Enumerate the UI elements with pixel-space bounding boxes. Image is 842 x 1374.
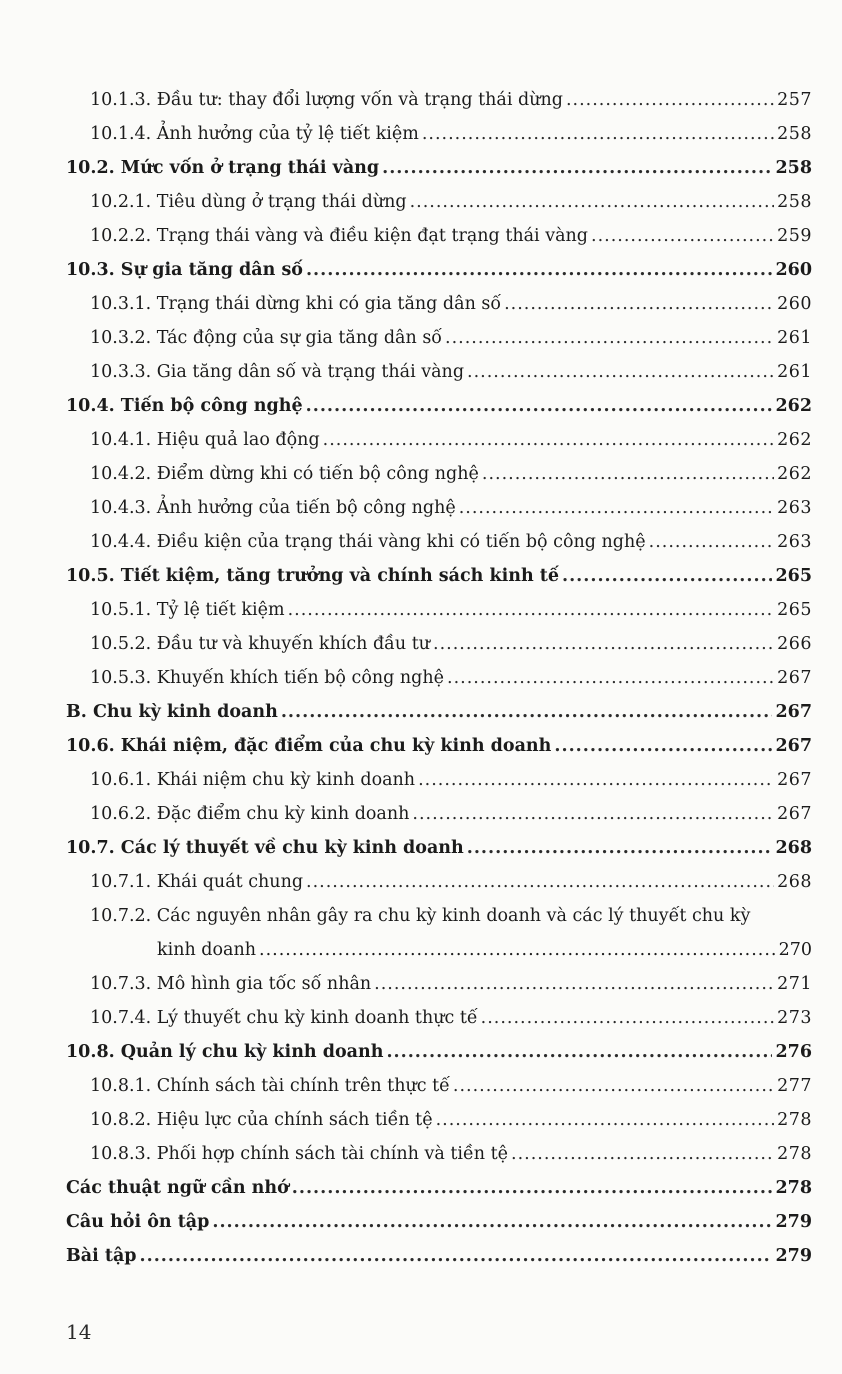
toc-entry-main <box>66 1035 812 1069</box>
toc-entry-title: Bài tập <box>66 1246 137 1266</box>
leader-dots <box>467 831 773 865</box>
toc-entry-page: 278 <box>777 1144 812 1164</box>
toc-entry-sub <box>66 763 812 797</box>
leader-dots <box>212 1205 772 1239</box>
toc-entry-page: 258 <box>775 158 812 178</box>
toc-entry-page: 273 <box>777 1008 812 1028</box>
toc-entry-sub <box>66 797 812 831</box>
toc-entry-sub <box>66 1103 812 1137</box>
toc-entry-title: 10.5.3. Khuyến khích tiến bộ công nghệ <box>90 668 444 688</box>
leader-dots <box>591 219 774 253</box>
toc-entry-title: 10.1.3. Đầu tư: thay đổi lượng vốn và trạng thái dừng <box>90 90 563 110</box>
toc-entry-main <box>66 253 812 287</box>
toc-entry-sub <box>66 865 812 899</box>
page-number: 14 <box>66 1320 92 1344</box>
leader-dots <box>288 593 775 627</box>
toc-entry-sub <box>66 219 812 253</box>
toc-entry-main <box>66 831 812 865</box>
toc-entry-page: 258 <box>777 124 812 144</box>
toc-entry-page: 270 <box>778 940 812 960</box>
toc-entry-sub <box>66 83 812 117</box>
toc-entry-page: 259 <box>777 226 812 246</box>
leader-dots <box>140 1239 773 1273</box>
toc-entry-title: 10.6.2. Đặc điểm chu kỳ kinh doanh <box>90 804 410 824</box>
toc-entry-page: 277 <box>777 1076 812 1096</box>
toc-entry-title-continued: kinh doanh <box>157 940 257 960</box>
toc-entry-sub <box>66 525 812 559</box>
toc-entry-title: Câu hỏi ôn tập <box>66 1212 210 1232</box>
toc-entry-page: 278 <box>775 1178 812 1198</box>
toc-entry-title: 10.5.1. Tỷ lệ tiết kiệm <box>90 600 285 620</box>
toc-entry-continuation <box>90 933 812 967</box>
toc-entry-sub <box>66 1001 812 1035</box>
toc-entry-sub <box>66 1069 812 1103</box>
toc-entry-title: 10.4.4. Điều kiện của trạng thái vàng khi có tiến bộ công nghệ <box>90 532 646 552</box>
toc-entry-title: 10.3. Sự gia tăng dân số <box>66 260 303 280</box>
toc-entry-title: 10.4.1. Hiệu quả lao động <box>90 430 320 450</box>
toc-entry-title: 10.8. Quản lý chu kỳ kinh doanh <box>66 1042 384 1062</box>
toc-entry-page: 268 <box>775 838 812 858</box>
toc-entry-page: 262 <box>777 464 812 484</box>
leader-dots <box>281 695 773 729</box>
leader-dots <box>649 525 774 559</box>
leader-dots <box>445 321 774 355</box>
toc-entry-sub <box>66 423 812 457</box>
toc-entry-sub <box>66 1137 812 1171</box>
toc-entry-main <box>66 695 812 729</box>
toc-entry-title: 10.7.3. Mô hình gia tốc số nhân <box>90 974 372 994</box>
toc-entry-page: 279 <box>775 1246 812 1266</box>
toc-entry-title: 10.6. Khái niệm, đặc điểm của chu kỳ kinh doanh <box>66 736 552 756</box>
toc-entry-page: 266 <box>777 634 812 654</box>
toc-entry-page: 257 <box>777 90 812 110</box>
toc-entry-title: 10.5. Tiết kiệm, tăng trưởng và chính sách kinh tế <box>66 566 559 586</box>
toc-entry-title: 10.7.1. Khái quát chung <box>90 872 304 892</box>
leader-dots <box>511 1137 774 1171</box>
leader-dots <box>453 1069 774 1103</box>
toc-entry-title: 10.8.3. Phối hợp chính sách tài chính và tiền tệ <box>90 1144 508 1164</box>
table-of-contents <box>66 83 812 1273</box>
leader-dots <box>504 287 774 321</box>
toc-entry-page: 260 <box>777 294 812 314</box>
leader-dots <box>447 661 774 695</box>
toc-entry-page: 260 <box>775 260 812 280</box>
toc-entry-title: 10.4.2. Điểm dừng khi có tiến bộ công nghệ <box>90 464 479 484</box>
toc-entry-sub <box>66 899 812 967</box>
leader-dots <box>418 763 774 797</box>
toc-entry-page: 261 <box>777 328 812 348</box>
toc-entry-title: 10.5.2. Đầu tư và khuyến khích đầu tư <box>90 634 431 654</box>
leader-dots <box>436 1103 775 1137</box>
toc-entry-title: 10.6.1. Khái niệm chu kỳ kinh doanh <box>90 770 416 790</box>
toc-entry-title: 10.3.2. Tác động của sự gia tăng dân số <box>90 328 443 348</box>
toc-entry-page: 267 <box>777 668 812 688</box>
toc-entry-page: 267 <box>775 702 812 722</box>
toc-entry-sub <box>66 185 812 219</box>
toc-entry-title: 10.8.1. Chính sách tài chính trên thực tế <box>90 1076 450 1096</box>
leader-dots <box>482 457 774 491</box>
toc-entry-sub <box>66 661 812 695</box>
leader-dots <box>374 967 774 1001</box>
leader-dots <box>412 797 774 831</box>
toc-entry-title: 10.7.2. Các nguyên nhân gây ra chu kỳ kinh doanh và các lý thuyết chu kỳ <box>90 906 751 926</box>
leader-dots <box>410 185 775 219</box>
toc-entry-title: 10.1.4. Ảnh hưởng của tỷ lệ tiết kiệm <box>90 124 419 144</box>
toc-entry-title: B. Chu kỳ kinh doanh <box>66 702 278 722</box>
leader-dots <box>433 627 774 661</box>
toc-entry-page: 263 <box>777 498 812 518</box>
toc-entry-page: 276 <box>775 1042 812 1062</box>
toc-entry-page: 267 <box>775 736 812 756</box>
toc-entry-page: 279 <box>775 1212 812 1232</box>
leader-dots <box>306 389 773 423</box>
toc-entry-page: 258 <box>777 192 812 212</box>
leader-dots <box>422 117 774 151</box>
leader-dots <box>323 423 774 457</box>
toc-entry-title: 10.4.3. Ảnh hưởng của tiến bộ công nghệ <box>90 498 456 518</box>
toc-entry-page: 267 <box>777 770 812 790</box>
toc-entry-main <box>66 389 812 423</box>
leader-dots <box>306 865 774 899</box>
toc-entry-main <box>66 151 812 185</box>
toc-entry-sub <box>66 491 812 525</box>
toc-entry-title: 10.7. Các lý thuyết về chu kỳ kinh doanh <box>66 838 464 858</box>
toc-entry-sub <box>66 321 812 355</box>
toc-entry-page: 265 <box>777 600 812 620</box>
toc-entry-title: 10.2.1. Tiêu dùng ở trạng thái dừng <box>90 192 407 212</box>
toc-entry-page: 265 <box>775 566 812 586</box>
toc-entry-main <box>66 559 812 593</box>
toc-entry-sub <box>66 457 812 491</box>
toc-entry-page: 261 <box>777 362 812 382</box>
leader-dots <box>306 253 773 287</box>
toc-entry-title: 10.2.2. Trạng thái vàng và điều kiện đạt trạng thái vàng <box>90 226 589 246</box>
leader-dots <box>562 559 772 593</box>
toc-entry-page: 278 <box>777 1110 812 1130</box>
toc-entry-page: 267 <box>777 804 812 824</box>
leader-dots <box>459 491 774 525</box>
toc-entry-sub <box>66 117 812 151</box>
toc-entry-main <box>66 729 812 763</box>
toc-entry-main <box>66 1171 812 1205</box>
toc-entry-title: 10.3.1. Trạng thái dừng khi có gia tăng dân số <box>90 294 502 314</box>
toc-entry-main <box>66 1205 812 1239</box>
toc-entry-page: 271 <box>777 974 812 994</box>
leader-dots <box>292 1171 773 1205</box>
leader-dots <box>382 151 772 185</box>
toc-entry-page: 268 <box>777 872 812 892</box>
toc-entry-title: 10.4. Tiến bộ công nghệ <box>66 396 303 416</box>
toc-entry-page: 262 <box>775 396 812 416</box>
toc-entry-main <box>66 1239 812 1273</box>
leader-dots <box>467 355 774 389</box>
toc-entry-title: Các thuật ngữ cần nhớ <box>66 1178 289 1198</box>
toc-entry-sub <box>66 627 812 661</box>
leader-dots <box>566 83 774 117</box>
toc-entry-title: 10.7.4. Lý thuyết chu kỳ kinh doanh thực tế <box>90 1008 478 1028</box>
toc-entry-sub <box>66 967 812 1001</box>
leader-dots <box>554 729 772 763</box>
leader-dots <box>259 933 776 967</box>
toc-entry-title: 10.8.2. Hiệu lực của chính sách tiền tệ <box>90 1110 433 1130</box>
toc-entry-page: 263 <box>777 532 812 552</box>
toc-entry-sub <box>66 593 812 627</box>
toc-entry-sub <box>66 287 812 321</box>
leader-dots <box>386 1035 772 1069</box>
toc-entry-title: 10.3.3. Gia tăng dân số và trạng thái vàng <box>90 362 465 382</box>
toc-entry-sub <box>66 355 812 389</box>
toc-entry-page: 262 <box>777 430 812 450</box>
toc-entry-title: 10.2. Mức vốn ở trạng thái vàng <box>66 158 380 178</box>
leader-dots <box>481 1001 774 1035</box>
